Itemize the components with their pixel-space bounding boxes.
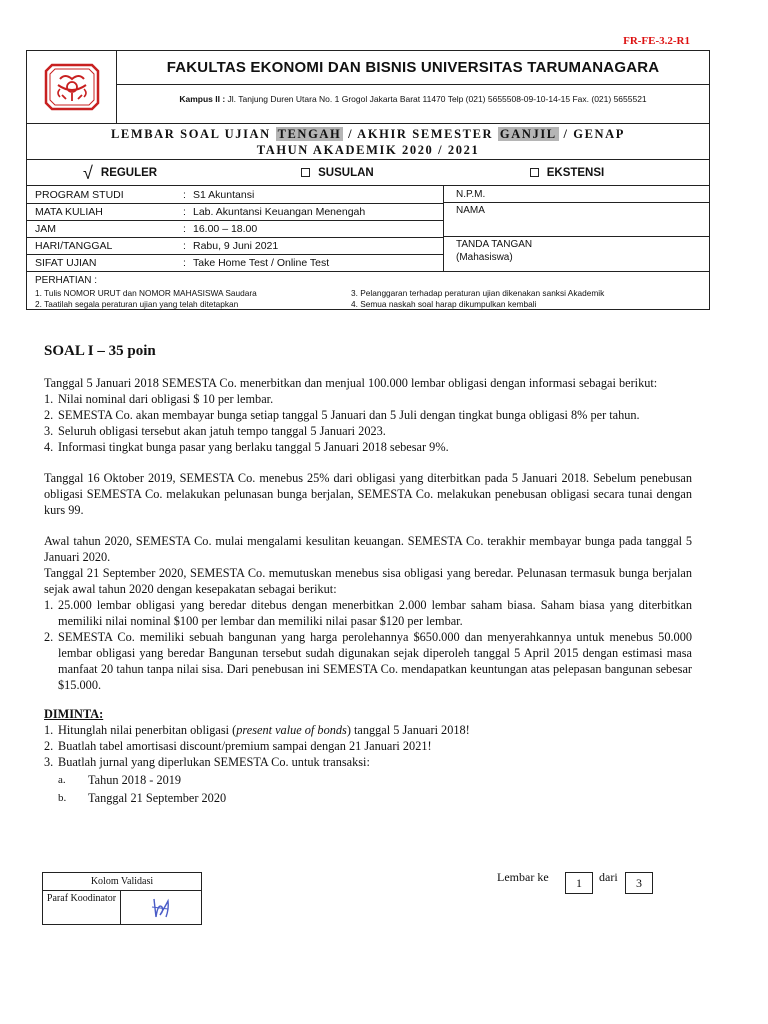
checkbox-icon xyxy=(301,168,310,177)
title-part: / AKHIR SEMESTER xyxy=(348,127,494,141)
checkmark-icon: √ xyxy=(83,162,93,183)
sheet-total: 3 xyxy=(625,872,653,894)
list-text: Nilai nominal dari obligasi $ 10 per lembar. xyxy=(58,392,274,406)
attention-item: 1. Tulis NOMOR URUT dan NOMOR MAHASISWA Saudara xyxy=(35,288,257,298)
student-fields xyxy=(444,186,709,271)
list-text: 25.000 lembar obligasi yang beredar ditebus dengan menerbitkan 2.000 lembar saham biasa. Saham biasa yang diterbitkan memiliki nilai nominal $100 per lembar dan memiliki nilai pasar $120 per lembar. xyxy=(58,598,692,628)
list-number: 2. xyxy=(44,630,54,644)
attention-item: 3. Pelanggaran terhadap peraturan ujian dikenakan sanksi Akademik xyxy=(351,288,605,298)
list-item xyxy=(44,629,692,693)
info-colon: : xyxy=(183,206,186,218)
list-item xyxy=(44,754,692,770)
signature-label: TANDA TANGAN xyxy=(456,239,533,250)
info-label: JAM xyxy=(35,223,56,235)
type-reguler-label: REGULER xyxy=(100,166,158,179)
info-row xyxy=(27,186,443,203)
header-text xyxy=(117,51,709,123)
list-item xyxy=(44,439,692,455)
header-top xyxy=(27,51,709,123)
list-text xyxy=(58,722,692,738)
list-text: Informasi tingkat bunga pasar yang berlaku tanggal 5 Januari 2018 sebesar 9%. xyxy=(58,440,449,454)
list-number: 4. xyxy=(44,440,54,454)
paragraph-redemption: Tanggal 16 Oktober 2019, SEMESTA Co. menebus 25% dari obligasi yang diterbitkan pada 5 Januari 2018. Sebelum penebusan obligasi SEMESTA Co. melakukan pelunasan bunga berjalan, SEMESTA Co. melakukan penebusan obligasi secara tunai dengan kurs 99. xyxy=(44,471,692,517)
sheet-of: dari xyxy=(599,870,618,884)
attention-items xyxy=(35,288,701,310)
sub-letter: b. xyxy=(58,792,67,804)
attention-section xyxy=(27,271,709,309)
list-number: 1. xyxy=(44,598,54,612)
info-table xyxy=(27,186,444,271)
info-label: HARI/TANGGAL xyxy=(35,240,113,252)
academic-year: TAHUN AKADEMIK 2020 / 2021 xyxy=(256,143,480,157)
paragraph-difficulty: Awal tahun 2020, SEMESTA Co. mulai mengalami kesulitan keuangan. SEMESTA Co. terakhir membayar bunga pada tanggal 5 Januari 2020. xyxy=(44,534,692,564)
sheet-label: Lembar ke xyxy=(497,870,549,884)
question-content xyxy=(44,343,692,806)
list-item xyxy=(44,597,692,629)
exam-info xyxy=(27,185,709,271)
coordinator-signature xyxy=(121,891,201,924)
info-value: Take Home Test / Online Test xyxy=(193,257,330,269)
attention-title: PERHATIAN : xyxy=(35,275,98,286)
title-part: LEMBAR SOAL UJIAN xyxy=(110,127,271,141)
nama-field[interactable]: NAMA xyxy=(444,203,709,237)
intro-paragraph: Tanggal 5 Januari 2018 SEMESTA Co. menerbitkan dan menjual 100.000 lembar obligasi dengan informasi sebagai berikut: xyxy=(44,376,658,390)
title-ganjil-highlight: GANJIL xyxy=(499,127,557,141)
form-code: FR-FE-3.2-R1 xyxy=(623,35,690,47)
university-seal-icon xyxy=(38,59,106,115)
sheet-current: 1 xyxy=(565,872,593,894)
type-reguler xyxy=(83,164,157,182)
info-value: Lab. Akuntansi Keuangan Menengah xyxy=(193,206,366,218)
info-value: 16.00 – 18.00 xyxy=(193,223,258,235)
list-item xyxy=(44,722,692,738)
list-item xyxy=(44,738,692,754)
info-row xyxy=(27,237,443,254)
question-title: SOAL I – 35 poin xyxy=(44,343,156,359)
info-value: S1 Akuntansi xyxy=(193,188,255,201)
attention-item: 2. Taatilah segala peraturan ujian yang telah ditetapkan xyxy=(35,299,239,310)
exam-header xyxy=(26,50,710,310)
list-item xyxy=(44,391,692,407)
exam-title-line-1 xyxy=(111,127,625,142)
type-susulan xyxy=(301,167,374,179)
signature-field[interactable] xyxy=(444,237,709,271)
checkbox-icon xyxy=(530,168,539,177)
info-colon: : xyxy=(183,257,186,269)
list-number: 3. xyxy=(44,755,54,769)
list-number: 2. xyxy=(44,739,54,753)
title-part: / GENAP xyxy=(563,127,626,141)
signature-scribble-icon xyxy=(146,895,176,921)
info-colon: : xyxy=(183,188,186,201)
settlement-list xyxy=(44,597,692,693)
list-number: 2. xyxy=(44,408,54,422)
sub-letter: a. xyxy=(58,774,66,786)
list-number: 1. xyxy=(44,392,54,406)
info-label: SIFAT UJIAN xyxy=(35,257,97,269)
info-colon: : xyxy=(183,223,186,235)
info-row xyxy=(27,203,443,220)
req-text: Hitunglah nilai penerbitan obligasi ( xyxy=(58,723,237,737)
npm-field[interactable]: N.P.M. xyxy=(444,186,709,203)
bond-info-list xyxy=(44,391,692,455)
list-text: SEMESTA Co. akan membayar bunga setiap tanggal 5 Januari dan 5 Juli dengan tingkat bunga obligasi 8% per tahun. xyxy=(58,408,640,422)
sub-text: Tanggal 21 September 2020 xyxy=(88,791,227,805)
list-text: Buatlah jurnal yang diperlukan SEMESTA Co. untuk transaksi: xyxy=(58,755,370,769)
info-value: Rabu, 9 Juni 2021 xyxy=(193,240,279,252)
sub-item xyxy=(44,790,692,806)
req-text: ) tanggal 5 Januari 2018! xyxy=(346,723,470,737)
campus-address-line xyxy=(117,84,709,104)
attention-item: 4. Semua naskah soal harap dikumpulkan kembali xyxy=(351,299,537,310)
info-colon: : xyxy=(183,240,186,252)
title-tengah-highlight: TENGAH xyxy=(277,127,342,141)
list-text: Buatlah tabel amortisasi discount/premium sampai dengan 21 Januari 2021! xyxy=(58,739,432,753)
info-row xyxy=(27,254,443,271)
info-label: MATA KULIAH xyxy=(35,206,103,218)
validation-label: Paraf Koodinator xyxy=(43,891,121,924)
sub-item xyxy=(44,772,692,788)
paragraph-settlement: Tanggal 21 September 2020, SEMESTA Co. memutuskan menebus sisa obligasi yang beredar. Pelunasan termasuk bunga berjalan sejak awal tahun 2020 dengan kesepakatan sebagai berikut: xyxy=(44,566,692,596)
exam-title xyxy=(27,123,709,159)
requirements-list xyxy=(44,722,692,770)
requirements-title: DIMINTA: xyxy=(44,707,104,721)
signature-sublabel: (Mahasiswa) xyxy=(456,251,513,263)
type-ekstensi xyxy=(530,167,605,179)
list-item xyxy=(44,407,692,423)
exam-type-row xyxy=(27,159,709,185)
sub-text: Tahun 2018 - 2019 xyxy=(88,773,182,787)
validation-title: Kolom Validasi xyxy=(43,873,201,891)
type-susulan-label: SUSULAN xyxy=(318,166,374,179)
list-text: Seluruh obligasi tersebut akan jatuh tempo tanggal 5 Januari 2023. xyxy=(58,424,386,438)
type-ekstensi-label: EKSTENSI xyxy=(546,166,605,179)
validation-box xyxy=(42,872,202,925)
faculty-name: FAKULTAS EKONOMI DAN BISNIS UNIVERSITAS TARUMANAGARA xyxy=(166,59,660,76)
university-logo xyxy=(27,51,117,123)
info-row xyxy=(27,220,443,237)
list-number: 3. xyxy=(44,424,54,438)
list-text: SEMESTA Co. memiliki sebuah bangunan yang harga perolehannya $650.000 dan menyerahkannya untuk menebus 50.000 lembar obligasi yang beredar Bangunan tersebut sudah digunakan sejak diperoleh tanggal 5 April 2015 dengan estimasi masa manfaat 20 tahun tanpa nilai sisa. Dari penebusan ini SEMESTA Co. mendapatkan keuntungan atas pelepasan bangunan sebesar $15.000. xyxy=(58,630,692,692)
req-italic-text: present value of bonds xyxy=(236,723,347,737)
campus-label: Kampus II : xyxy=(179,94,226,104)
campus-address: Jl. Tanjung Duren Utara No. 1 Grogol Jakarta Barat 11470 Telp (021) 5655508-09-10-14-15 Fax. (021) 5655521 xyxy=(227,94,647,104)
list-number: 1. xyxy=(44,723,54,737)
list-item xyxy=(44,423,692,439)
info-label: PROGRAM STUDI xyxy=(35,188,124,201)
